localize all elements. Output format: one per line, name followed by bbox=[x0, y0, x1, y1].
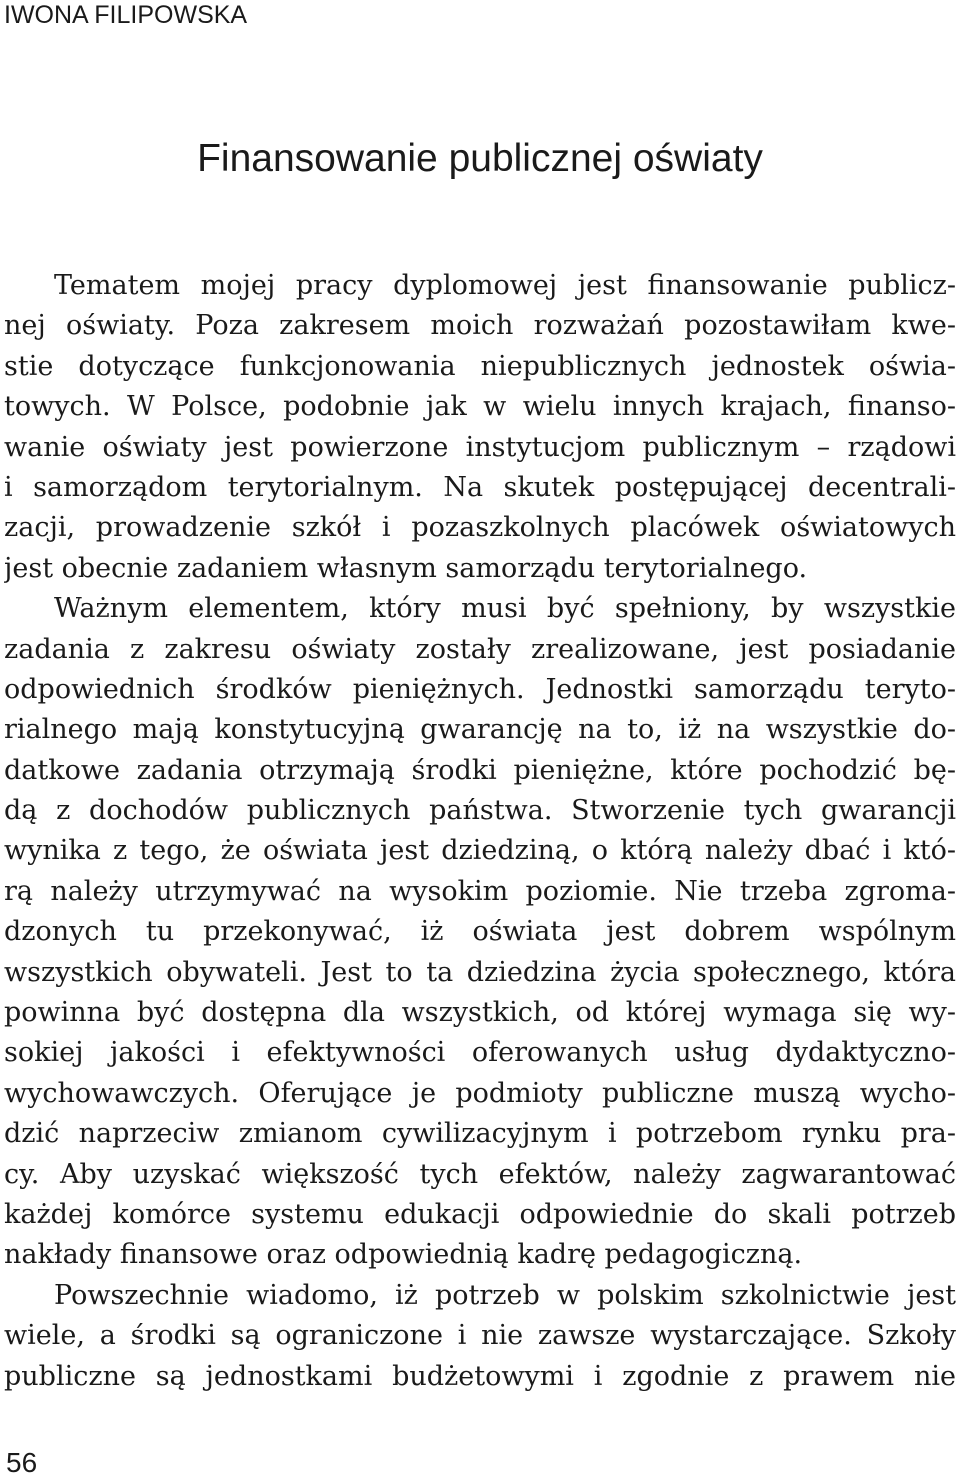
text-line: rą należy utrzymywać na wysokim poziomie. Nie trzeba zgroma- bbox=[4, 875, 956, 907]
text-line: Ważnym elementem, który musi być spełniony, by wszystkie bbox=[54, 593, 956, 625]
text-line: publiczne są jednostkami budżetowymi i zgodnie z prawem nie bbox=[4, 1360, 956, 1392]
text-line: stie dotyczące funkcjonowania niepublicznych jednostek oświa- bbox=[4, 350, 956, 382]
page-number: 56 bbox=[6, 1447, 38, 1478]
text-line: wynika z tego, że oświata jest dziedziną, o którą należy dbać i któ- bbox=[4, 835, 956, 867]
paragraph-2 bbox=[4, 1276, 956, 1397]
text-line: rialnego mają konstytucyjną gwarancję na to, iż na wszystkie do- bbox=[4, 714, 956, 746]
text-line: jest obecnie zadaniem własnym samorządu terytorialnego. bbox=[4, 552, 808, 584]
text-line: powinna być dostępna dla wszystkich, od której wymaga się wy- bbox=[4, 997, 956, 1029]
running-head-author: IWONA FILIPOWSKA bbox=[4, 1, 248, 29]
text-line: Powszechnie wiadomo, iż potrzeb w polskim szkolnictwie jest bbox=[54, 1279, 956, 1311]
text-line: zacji, prowadzenie szkół i pozaszkolnych placówek oświatowych bbox=[4, 512, 956, 544]
text-line: każdej komórce systemu edukacji odpowiednie do skali potrzeb bbox=[4, 1198, 956, 1230]
chapter-title: Finansowanie publicznej oświaty bbox=[197, 137, 763, 180]
text-line: wiele, a środki są ograniczone i nie zawsze wystarczające. Szkoły bbox=[4, 1320, 956, 1352]
text-line: nakłady finansowe oraz odpowiednią kadrę pedagogiczną. bbox=[4, 1239, 803, 1271]
text-line: odpowiednich środków pieniężnych. Jednostki samorządu teryto- bbox=[4, 673, 956, 705]
text-line: Tematem mojej pracy dyplomowej jest finansowanie publicz- bbox=[54, 270, 956, 301]
text-line: wszystkich obywateli. Jest to ta dziedzina życia społecznego, która bbox=[4, 956, 956, 988]
text-line: wanie oświaty jest powierzone instytucjom publicznym – rządowi bbox=[4, 431, 956, 463]
paragraph-1 bbox=[4, 266, 956, 1276]
text-line: towych. W Polsce, podobnie jak w wielu innych krajach, finanso- bbox=[4, 391, 956, 423]
text-line: cy. Aby uzyskać większość tych efektów, należy zagwarantować bbox=[4, 1158, 956, 1190]
text-line: dzić naprzeciw zmianom cywilizacyjnym i potrzebom rynku pra- bbox=[4, 1118, 956, 1150]
text-line: datkowe zadania otrzymają środki pieniężne, które pochodzić bę- bbox=[4, 754, 956, 786]
body-text bbox=[4, 266, 956, 1397]
text-line: i samorządom terytorialnym. Na skutek postępującej decentrali- bbox=[4, 471, 956, 503]
text-line: zadania z zakresu oświaty zostały zrealizowane, jest posiadanie bbox=[4, 633, 956, 665]
text-line: dzonych tu przekonywać, iż oświata jest dobrem wspólnym bbox=[4, 916, 956, 948]
text-line: nej oświaty. Poza zakresem moich rozważań pozostawiłam kwe- bbox=[4, 310, 956, 342]
text-line: sokiej jakości i efektywności oferowanych usług dydaktyczno- bbox=[4, 1037, 956, 1069]
text-line: wychowawczych. Oferujące je podmioty publiczne muszą wycho- bbox=[4, 1077, 956, 1109]
text-line: dą z dochodów publicznych państwa. Stworzenie tych gwarancji bbox=[4, 795, 956, 827]
